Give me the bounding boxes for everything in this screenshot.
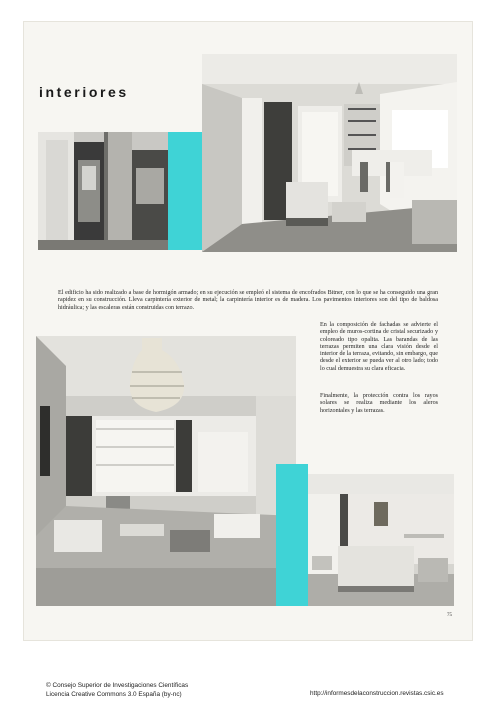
photo-living-room-lamp <box>36 336 296 606</box>
intro-paragraph: El edificio ha sido realizado a base de hormigón armado; en su ejecución se empleó el sistema de encofrados Bitner, con lo que se ha conseguido una gran rapidez en su construcción. Lleva carpintería exterior de metal; la carpintería interior es de madera. Los pavimentos interiores son del tipo de baldosa hidráulica; y las escaleras están construidas con terrazo. <box>58 290 438 311</box>
footer-copyright-block <box>46 682 188 699</box>
cyan-accent-block-bottom <box>276 464 308 606</box>
footer-license: Licencia Creative Commons 3.0 España (by-nc) <box>46 690 182 698</box>
photo-bedroom <box>308 474 454 606</box>
sun-protection-paragraph: Finalmente, la protección contra los rayos solares se realiza mediante los aleros horizontales y las terrazas. <box>320 393 438 414</box>
photo-living-dining-room <box>202 54 457 252</box>
facade-paragraph: En la composición de fachadas se advierte el empleo de muros-cortina de cristal securizado y coloreado tipo opalita. Las barandas de las terrazas permiten una clara visión desde el interior de la terraza, evitando, sin embargo, que desde el exterior se pueda ver al otro lado; todo lo cual demuestra su clara eficacia. <box>320 322 438 372</box>
photo-corridor-doorway <box>38 132 168 250</box>
footer-url[interactable]: http://informesdelaconstruccion.revistas.csic.es <box>310 690 444 697</box>
section-heading: interiores <box>39 84 129 100</box>
page-number: 75 <box>447 613 452 618</box>
footer-copyright: © Consejo Superior de Investigaciones Científicas <box>46 682 189 689</box>
